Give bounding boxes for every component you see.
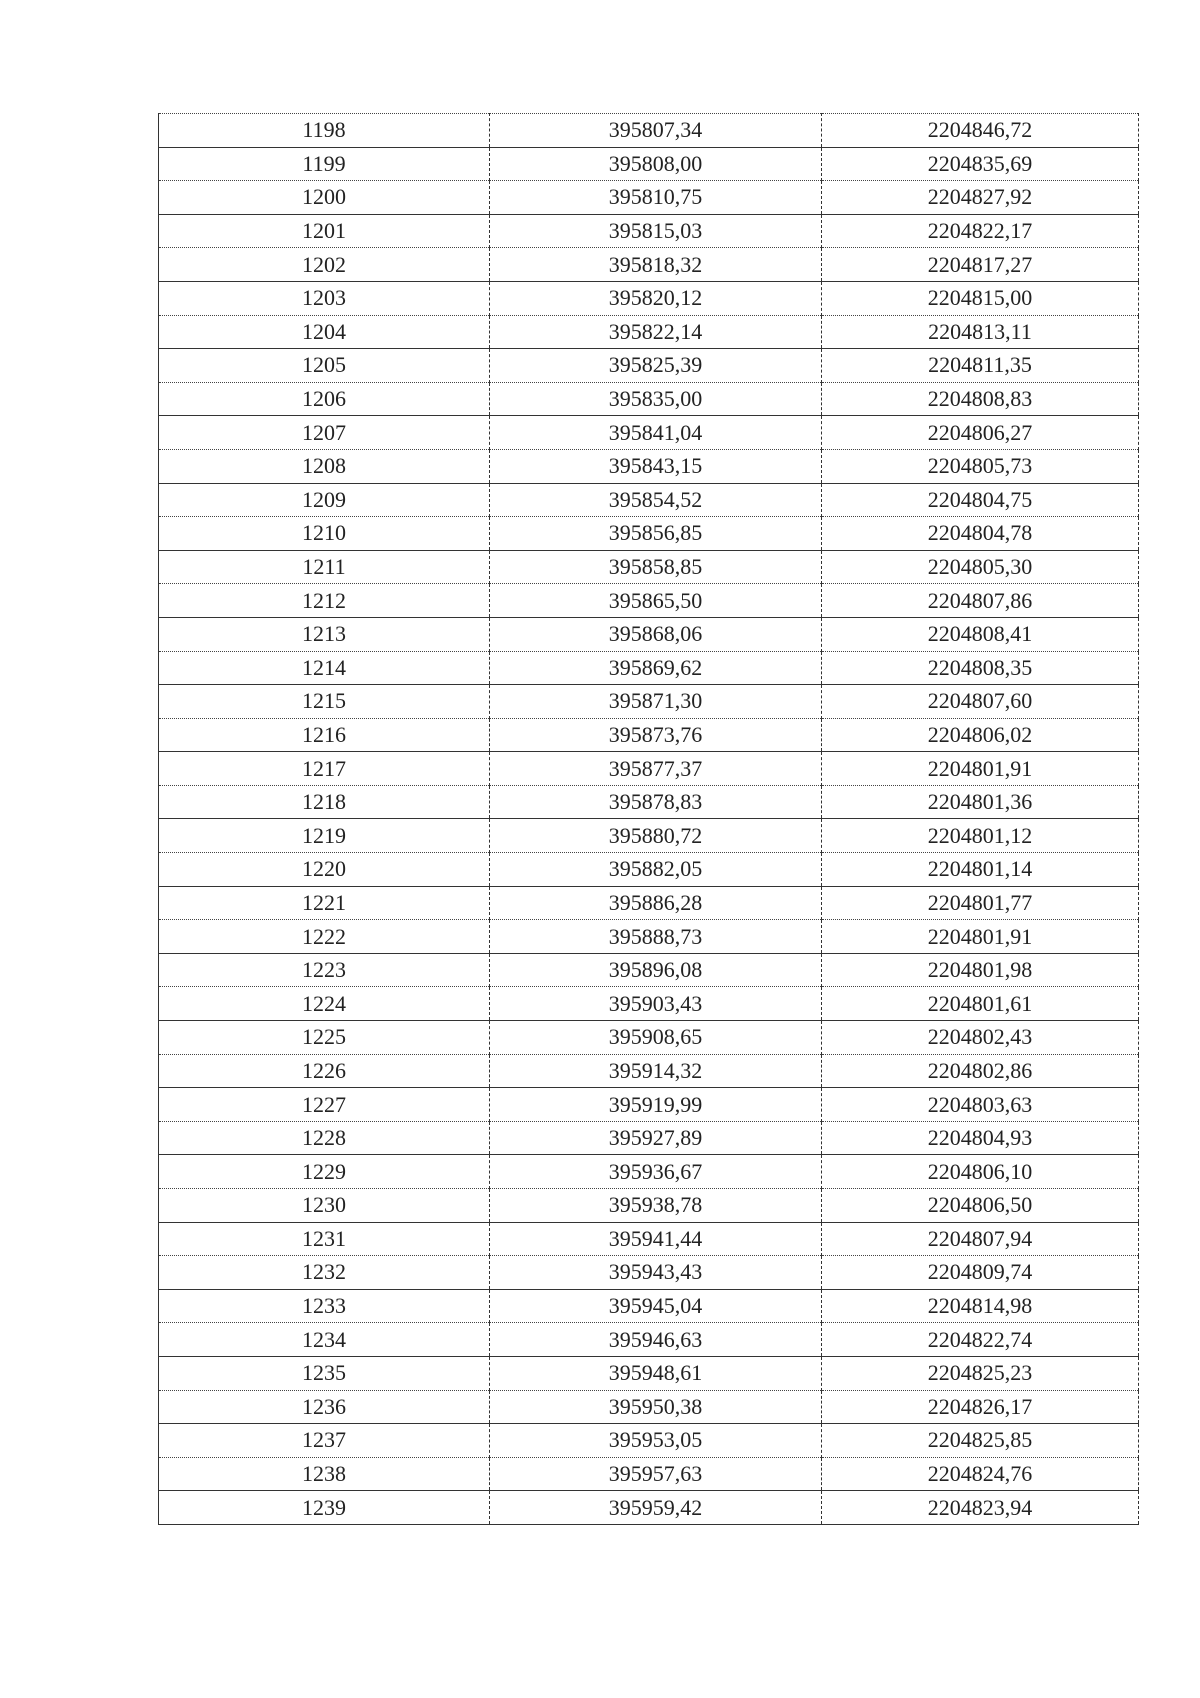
point-number-cell: 1225 [159,1021,490,1055]
table-row [159,1155,1139,1189]
x-coordinate-cell: 395843,15 [490,449,822,483]
y-coordinate-cell: 2204801,98 [822,953,1139,987]
table-row [159,1088,1139,1122]
table-row [159,718,1139,752]
point-number-cell: 1231 [159,1222,490,1256]
x-coordinate-cell: 395868,06 [490,617,822,651]
table-row [159,1189,1139,1223]
x-coordinate-cell: 395858,85 [490,550,822,584]
point-number-cell: 1234 [159,1323,490,1357]
point-number-cell: 1229 [159,1155,490,1189]
y-coordinate-cell: 2204801,91 [822,752,1139,786]
point-number-cell: 1239 [159,1491,490,1525]
y-coordinate-cell: 2204801,61 [822,987,1139,1021]
table-row [159,1457,1139,1491]
coordinates-table [158,113,1139,1525]
point-number-cell: 1238 [159,1457,490,1491]
point-number-cell: 1222 [159,920,490,954]
point-number-cell: 1206 [159,382,490,416]
point-number-cell: 1210 [159,517,490,551]
y-coordinate-cell: 2204808,83 [822,382,1139,416]
table-row [159,382,1139,416]
x-coordinate-cell: 395822,14 [490,315,822,349]
y-coordinate-cell: 2204805,73 [822,449,1139,483]
y-coordinate-cell: 2204806,27 [822,416,1139,450]
y-coordinate-cell: 2204801,36 [822,785,1139,819]
table-row [159,550,1139,584]
x-coordinate-cell: 395957,63 [490,1457,822,1491]
table-row [159,987,1139,1021]
x-coordinate-cell: 395882,05 [490,853,822,887]
x-coordinate-cell: 395878,83 [490,785,822,819]
x-coordinate-cell: 395950,38 [490,1390,822,1424]
y-coordinate-cell: 2204807,60 [822,685,1139,719]
x-coordinate-cell: 395908,65 [490,1021,822,1055]
x-coordinate-cell: 395946,63 [490,1323,822,1357]
x-coordinate-cell: 395854,52 [490,483,822,517]
point-number-cell: 1236 [159,1390,490,1424]
point-number-cell: 1226 [159,1054,490,1088]
y-coordinate-cell: 2204809,74 [822,1256,1139,1290]
point-number-cell: 1237 [159,1424,490,1458]
x-coordinate-cell: 395914,32 [490,1054,822,1088]
point-number-cell: 1221 [159,886,490,920]
y-coordinate-cell: 2204846,72 [822,114,1139,148]
x-coordinate-cell: 395953,05 [490,1424,822,1458]
x-coordinate-cell: 395927,89 [490,1121,822,1155]
y-coordinate-cell: 2204817,27 [822,248,1139,282]
y-coordinate-cell: 2204826,17 [822,1390,1139,1424]
point-number-cell: 1216 [159,718,490,752]
y-coordinate-cell: 2204801,91 [822,920,1139,954]
table-row [159,1323,1139,1357]
x-coordinate-cell: 395815,03 [490,214,822,248]
point-number-cell: 1212 [159,584,490,618]
x-coordinate-cell: 395880,72 [490,819,822,853]
table-row [159,517,1139,551]
point-number-cell: 1219 [159,819,490,853]
x-coordinate-cell: 395896,08 [490,953,822,987]
y-coordinate-cell: 2204804,93 [822,1121,1139,1155]
y-coordinate-cell: 2204822,17 [822,214,1139,248]
x-coordinate-cell: 395888,73 [490,920,822,954]
point-number-cell: 1235 [159,1356,490,1390]
point-number-cell: 1202 [159,248,490,282]
point-number-cell: 1199 [159,147,490,181]
x-coordinate-cell: 395903,43 [490,987,822,1021]
x-coordinate-cell: 395810,75 [490,181,822,215]
table-row [159,1424,1139,1458]
y-coordinate-cell: 2204811,35 [822,349,1139,383]
y-coordinate-cell: 2204808,41 [822,617,1139,651]
point-number-cell: 1213 [159,617,490,651]
y-coordinate-cell: 2204825,85 [822,1424,1139,1458]
point-number-cell: 1209 [159,483,490,517]
point-number-cell: 1200 [159,181,490,215]
table-row [159,214,1139,248]
table-row [159,1222,1139,1256]
x-coordinate-cell: 395948,61 [490,1356,822,1390]
point-number-cell: 1208 [159,449,490,483]
y-coordinate-cell: 2204804,75 [822,483,1139,517]
point-number-cell: 1218 [159,785,490,819]
table-row [159,1054,1139,1088]
y-coordinate-cell: 2204801,77 [822,886,1139,920]
y-coordinate-cell: 2204806,02 [822,718,1139,752]
point-number-cell: 1214 [159,651,490,685]
point-number-cell: 1204 [159,315,490,349]
table-row [159,349,1139,383]
y-coordinate-cell: 2204801,12 [822,819,1139,853]
x-coordinate-cell: 395959,42 [490,1491,822,1525]
x-coordinate-cell: 395871,30 [490,685,822,719]
y-coordinate-cell: 2204823,94 [822,1491,1139,1525]
table-row [159,920,1139,954]
table-row [159,886,1139,920]
x-coordinate-cell: 395865,50 [490,584,822,618]
table-row [159,752,1139,786]
y-coordinate-cell: 2204824,76 [822,1457,1139,1491]
y-coordinate-cell: 2204802,86 [822,1054,1139,1088]
y-coordinate-cell: 2204801,14 [822,853,1139,887]
table-row [159,1491,1139,1525]
point-number-cell: 1220 [159,853,490,887]
table-row [159,449,1139,483]
x-coordinate-cell: 395873,76 [490,718,822,752]
table-row [159,853,1139,887]
y-coordinate-cell: 2204822,74 [822,1323,1139,1357]
table-row [159,483,1139,517]
point-number-cell: 1205 [159,349,490,383]
coordinates-table-body [159,114,1139,1525]
table-row [159,315,1139,349]
y-coordinate-cell: 2204805,30 [822,550,1139,584]
point-number-cell: 1228 [159,1121,490,1155]
table-row [159,281,1139,315]
table-row [159,248,1139,282]
table-row [159,819,1139,853]
point-number-cell: 1227 [159,1088,490,1122]
y-coordinate-cell: 2204802,43 [822,1021,1139,1055]
point-number-cell: 1201 [159,214,490,248]
table-row [159,953,1139,987]
y-coordinate-cell: 2204806,50 [822,1189,1139,1223]
point-number-cell: 1233 [159,1289,490,1323]
table-row [159,1390,1139,1424]
y-coordinate-cell: 2204807,86 [822,584,1139,618]
y-coordinate-cell: 2204803,63 [822,1088,1139,1122]
point-number-cell: 1207 [159,416,490,450]
x-coordinate-cell: 395808,00 [490,147,822,181]
y-coordinate-cell: 2204825,23 [822,1356,1139,1390]
y-coordinate-cell: 2204806,10 [822,1155,1139,1189]
table-row [159,416,1139,450]
y-coordinate-cell: 2204804,78 [822,517,1139,551]
table-row [159,1021,1139,1055]
x-coordinate-cell: 395877,37 [490,752,822,786]
table-row [159,1121,1139,1155]
point-number-cell: 1232 [159,1256,490,1290]
point-number-cell: 1198 [159,114,490,148]
y-coordinate-cell: 2204815,00 [822,281,1139,315]
table-row [159,181,1139,215]
point-number-cell: 1203 [159,281,490,315]
table-row [159,617,1139,651]
x-coordinate-cell: 395818,32 [490,248,822,282]
y-coordinate-cell: 2204813,11 [822,315,1139,349]
y-coordinate-cell: 2204808,35 [822,651,1139,685]
x-coordinate-cell: 395886,28 [490,886,822,920]
table-row [159,114,1139,148]
x-coordinate-cell: 395825,39 [490,349,822,383]
point-number-cell: 1211 [159,550,490,584]
x-coordinate-cell: 395941,44 [490,1222,822,1256]
y-coordinate-cell: 2204814,98 [822,1289,1139,1323]
x-coordinate-cell: 395807,34 [490,114,822,148]
table-row [159,1289,1139,1323]
y-coordinate-cell: 2204807,94 [822,1222,1139,1256]
table-row [159,651,1139,685]
point-number-cell: 1215 [159,685,490,719]
x-coordinate-cell: 395936,67 [490,1155,822,1189]
x-coordinate-cell: 395841,04 [490,416,822,450]
table-row [159,685,1139,719]
point-number-cell: 1224 [159,987,490,1021]
x-coordinate-cell: 395943,43 [490,1256,822,1290]
x-coordinate-cell: 395945,04 [490,1289,822,1323]
x-coordinate-cell: 395820,12 [490,281,822,315]
x-coordinate-cell: 395869,62 [490,651,822,685]
point-number-cell: 1217 [159,752,490,786]
x-coordinate-cell: 395938,78 [490,1189,822,1223]
table-row [159,785,1139,819]
point-number-cell: 1230 [159,1189,490,1223]
point-number-cell: 1223 [159,953,490,987]
table-row [159,1256,1139,1290]
x-coordinate-cell: 395835,00 [490,382,822,416]
y-coordinate-cell: 2204835,69 [822,147,1139,181]
x-coordinate-cell: 395919,99 [490,1088,822,1122]
table-row [159,1356,1139,1390]
table-row [159,147,1139,181]
y-coordinate-cell: 2204827,92 [822,181,1139,215]
x-coordinate-cell: 395856,85 [490,517,822,551]
table-row [159,584,1139,618]
